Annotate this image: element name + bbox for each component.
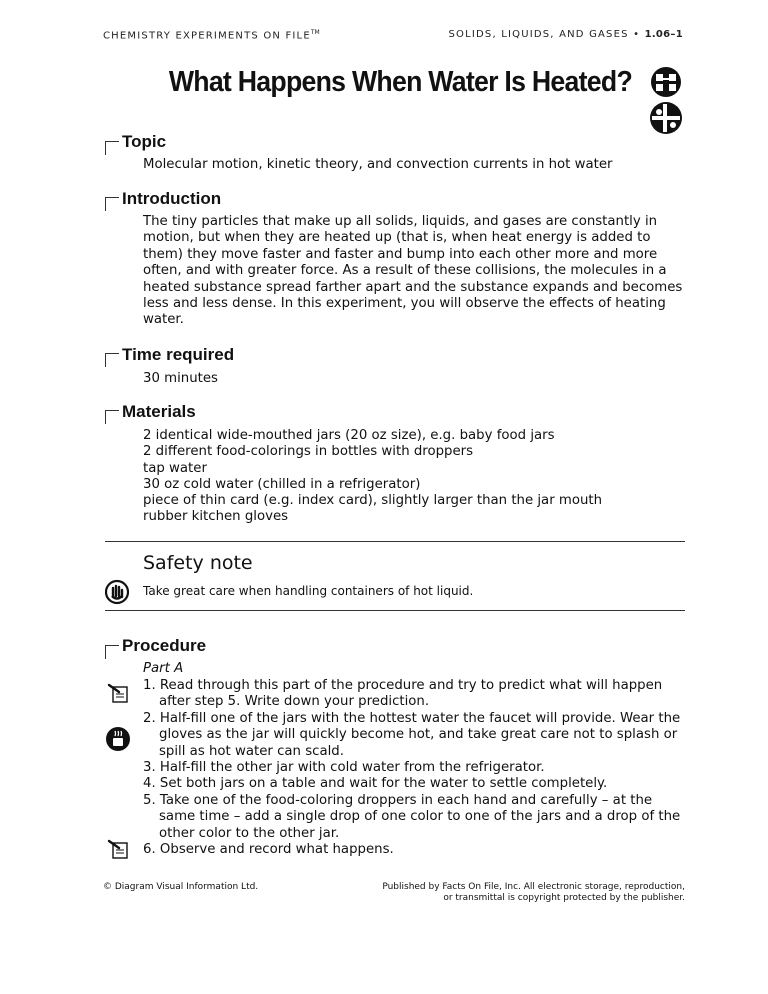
notepad-pencil-icon [107, 838, 131, 860]
topic-text: Molecular motion, kinetic theory, and convection currents in hot water [143, 157, 613, 172]
introduction-heading: Introduction [122, 189, 222, 208]
notepad-pencil-icon [107, 682, 131, 704]
list-item: tap water [143, 460, 207, 476]
section-corner-mark [105, 197, 119, 211]
list-item: 30 oz cold water (chilled in a refrigerator) [143, 476, 421, 492]
hot-liquid-hazard-icon [105, 726, 131, 752]
materials-heading: Materials [122, 402, 196, 421]
list-item: 1. Read through this part of the procedure and try to predict what will happen after step 5. Write down your prediction. [143, 678, 663, 710]
topic-heading: Topic [122, 132, 167, 151]
materials-list [143, 428, 688, 526]
section-corner-mark [105, 410, 119, 424]
time-required-text: 30 minutes [143, 371, 218, 386]
list-item: 6. Observe and record what happens. [143, 842, 394, 858]
beaker-flask-icon [648, 66, 684, 98]
divider [105, 610, 685, 611]
page-number: 1.06–1 [644, 29, 683, 40]
procedure-part-label: Part A [143, 661, 184, 676]
footer-line: or transmittal is copyright protected by the publisher. [443, 893, 685, 903]
procedure-heading: Procedure [122, 636, 207, 655]
safety-text: Take great care when handling containers of hot liquid. [143, 584, 474, 598]
running-header-right: SOLIDS, LIQUIDS, AND GASES • 1.06–1 [448, 29, 683, 40]
section-corner-mark [105, 645, 119, 659]
divider [105, 541, 685, 542]
running-header-left: CHEMISTRY EXPERIMENTS ON FILE™ [103, 29, 320, 42]
footer-copyright: © Diagram Visual Information Ltd. [103, 882, 259, 892]
time-required-heading: Time required [122, 345, 235, 364]
list-item: 3. Half-fill the other jar with cold water from the refrigerator. [143, 760, 545, 776]
list-item: piece of thin card (e.g. index card), slightly larger than the jar mouth [143, 493, 603, 509]
globe-molecule-icon [648, 101, 684, 135]
page-title: What Happens When Water Is Heated? [168, 66, 632, 98]
section-corner-mark [105, 141, 119, 155]
list-item: rubber kitchen gloves [143, 509, 289, 525]
introduction-text: The tiny particles that make up all solids, liquids, and gases are constantly in motion, but when they are heated up (that is, when heat energy is added to them) they move faster and faster and bump into each other more and more often, and with greater force. As a result of these collisions, the molecules in a heated substance spread farther apart and the substance expands and becomes less and less dense. In this experiment, you will observe the effects of heating water. [143, 214, 683, 328]
list-item: 4. Set both jars on a table and wait for the water to settle completely. [143, 776, 608, 792]
procedure-steps [143, 678, 691, 858]
footer-line: Published by Facts On File, Inc. All electronic storage, reproduction, [382, 882, 685, 892]
list-item: 5. Take one of the food-coloring droppers in each hand and carefully – at the same time – add a single drop of one color to one of the jars and a drop of the other color to the other jar. [143, 792, 681, 841]
safety-heading: Safety note [143, 552, 253, 574]
glove-hand-icon [105, 579, 129, 605]
section-corner-mark [105, 353, 119, 367]
list-item: 2 identical wide-mouthed jars (20 oz size), e.g. baby food jars [143, 428, 555, 443]
list-item: 2 different food-colorings in bottles with droppers [143, 444, 474, 460]
footer-publisher [325, 882, 685, 904]
list-item: 2. Half-fill one of the jars with the hottest water the faucet will provide. Wear the gloves as the jar will quickly become hot, and take great care not to splash or spill as hot water can scald. [143, 710, 681, 759]
